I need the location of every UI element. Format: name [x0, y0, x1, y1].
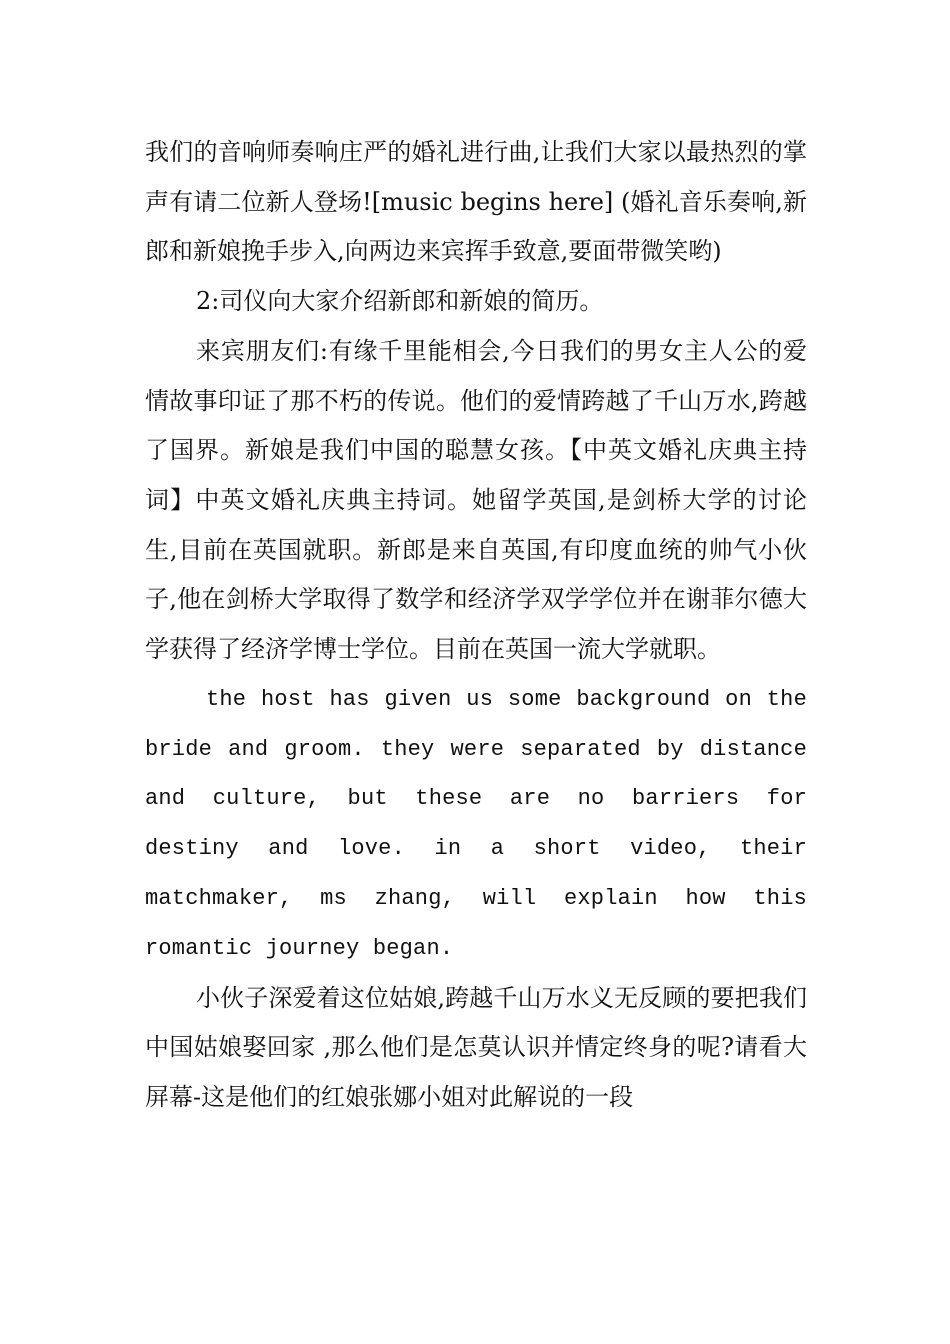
paragraph-couple-introduction: 来宾朋友们:有缘千里能相会,今日我们的男女主人公的爱情故事印证了那不朽的传说。他们的爱情跨越了千山万水,跨越了国界。新娘是我们中国的聪慧女孩。【中英文婚礼庆典主持词】中英文婚礼庆典主持词。她留学英国,是剑桥大学的讨论生,目前在英国就职。新郎是来自英国,有印度血统的帅气小伙子,他在剑桥大学取得了数学和经济学双学学位并在谢菲尔德大学获得了经济学博士学位。目前在英国一流大学就职。: [145, 336, 807, 664]
paragraph-matchmaker-video: 小伙子深爱着这位姑娘,跨越千山万水义无反顾的要把我们中国姑娘娶回家 ,那么他们是怎莫认识并情定终身的呢?请看大屏幕-这是他们的红娘张娜小姐对此解说的一段: [145, 983, 807, 1111]
document-page: [145, 128, 807, 1123]
paragraph-english-translation: the host has given us some background on the bride and groom. they were separated by distance and culture, but these are no barriers for destiny and love. in a short video, their matchmaker, ms zhang, will explain how this romantic journey began.: [145, 686, 807, 961]
paragraph-wedding-music: 我们的音响师奏响庄严的婚礼进行曲,让我们大家以最热烈的掌声有请二位新人登场![music begins here] (婚礼音乐奏响,新郎和新娘挽手步入,向两边来宾挥手致意,要面带微笑哟): [145, 138, 807, 266]
paragraph-section-2-heading: 2:司仪向大家介绍新郎和新娘的简历。: [196, 287, 604, 316]
